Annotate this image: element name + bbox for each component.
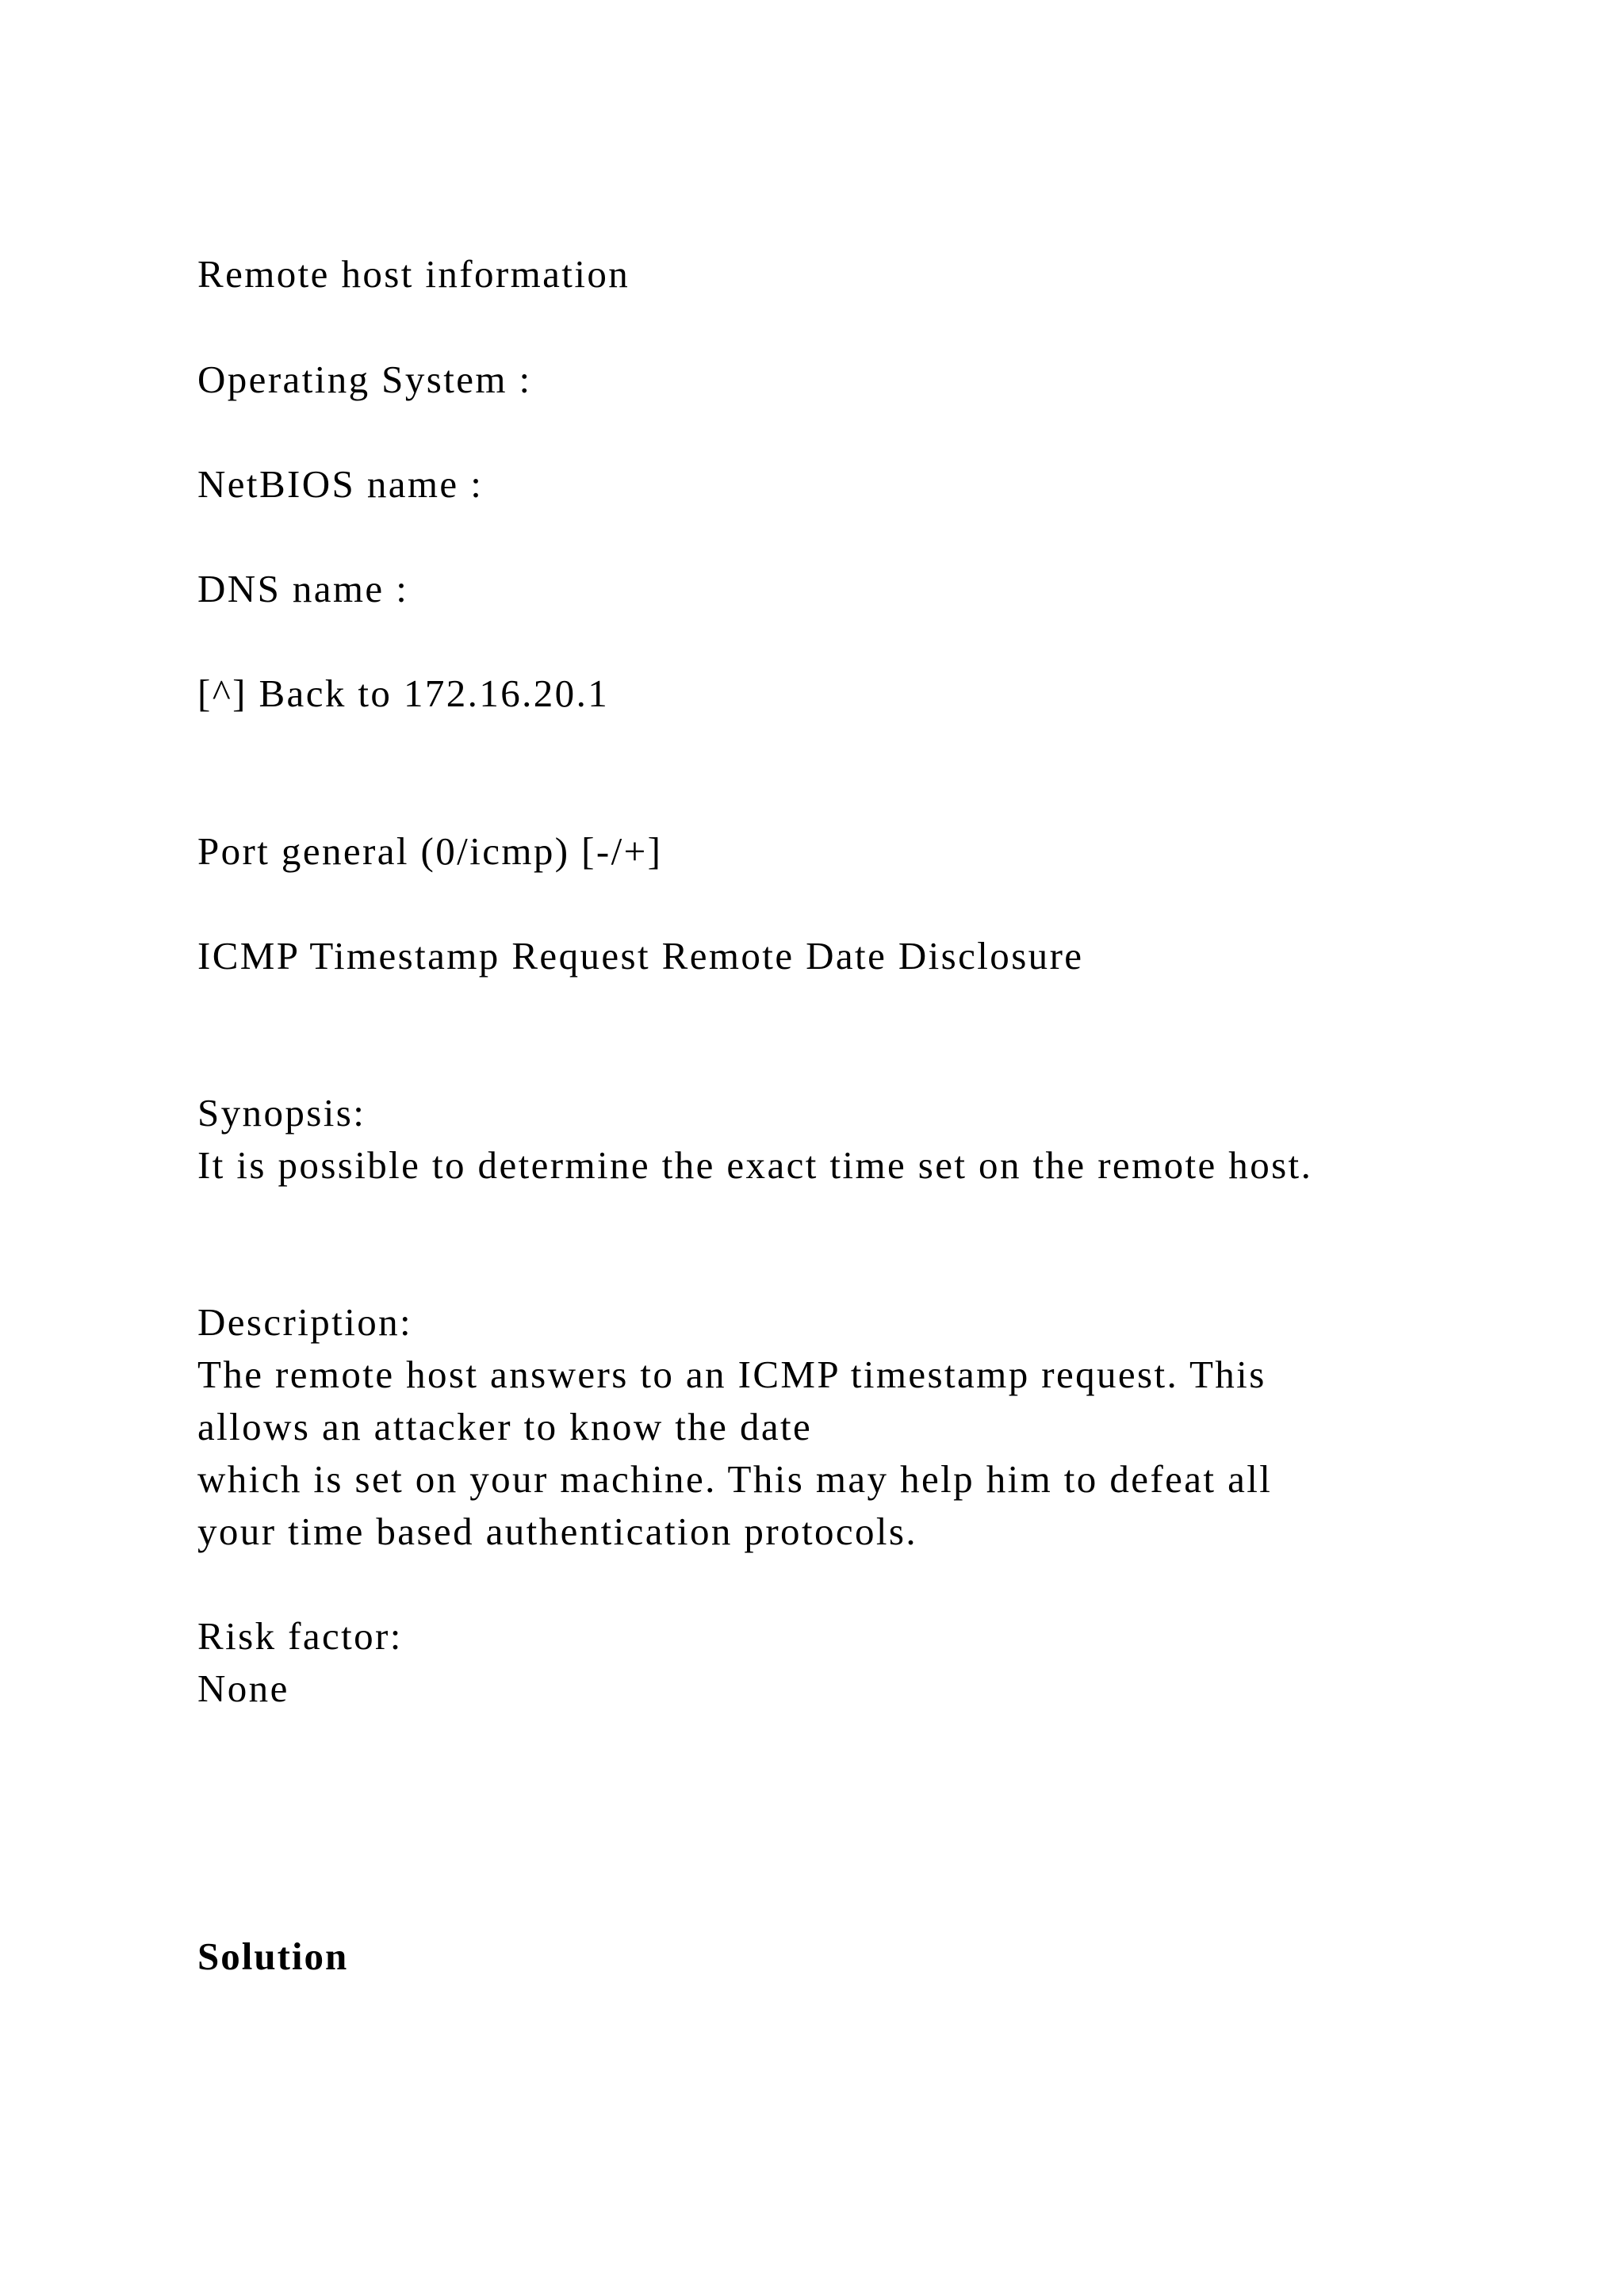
risk-factor-value: None (197, 1667, 289, 1710)
netbios-name-label: NetBIOS name : (197, 462, 484, 506)
solution-heading: Solution (197, 1934, 349, 1978)
description-line: your time based authentication protocols. (197, 1510, 918, 1553)
description-label: Description: (197, 1300, 413, 1344)
back-to-host-link[interactable]: [^] Back to 172.16.20.1 (197, 672, 610, 715)
plugin-title: ICMP Timestamp Request Remote Date Disclosure (197, 934, 1084, 978)
description-line: The remote host answers to an ICMP timestamp request. This (197, 1353, 1266, 1396)
description-line: which is set on your machine. This may help him to defeat all (197, 1457, 1273, 1501)
remote-host-heading: Remote host information (197, 252, 630, 296)
description-line: allows an attacker to know the date (197, 1405, 813, 1448)
operating-system-label: Operating System : (197, 358, 532, 401)
synopsis-label: Synopsis: (197, 1091, 366, 1135)
dns-name-label: DNS name : (197, 567, 409, 610)
synopsis-text: It is possible to determine the exact time set on the remote host. (197, 1143, 1313, 1187)
port-heading[interactable]: Port general (0/icmp) [-/+] (197, 829, 663, 873)
risk-factor-label: Risk factor: (197, 1614, 403, 1658)
